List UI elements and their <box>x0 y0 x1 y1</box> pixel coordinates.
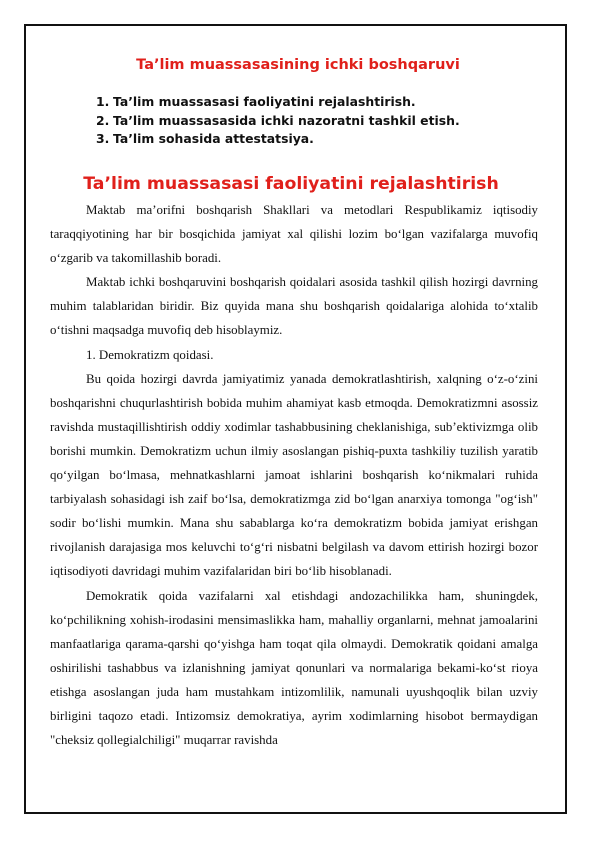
outline-number: 2. <box>96 112 110 128</box>
outline-item <box>96 112 460 131</box>
paragraph: Bu qoida hozirgi davrda jamiyatimiz yanada demokratlashtirish, xalqning o‘z-o‘zini boshqarishni chuqurlashtirish bobida muhim ahamiyat kasb etmoqda. Demokratizmni asossiz ravishda mustaqillishtirish oddiy xodimlar tashabbusining cheklanishiga, sub’ektivizmga olib borishi mumkin. Demokratizm uchun ilmiy asoslangan pishiq-puxta tashkiliy tuzilish yaratib qo‘yilgan bo‘lmasa, mehnatkashlarni jamoat ishlarini boshqarish ko‘nikmalari ruhida tarbiyalash sohasidagi ish zaif bo‘lsa, demokratizmga zid bo‘lgan anarxiya tomonga "og‘ish" sodir bo‘lishi mumkin. Mana shu sabablarga ko‘ra demokratizm bobida jamiyat erishgan rivojlanish darajasiga mos keluvchi to‘g‘ri nisbatni belgilash va davom ettirish hozirgi bozor iqtisodiyoti davridagi muhim vazifalaridan biri bo‘lib hisoblanadi. <box>50 371 538 579</box>
paragraph: Demokratik qoida vazifalarni xal etishdagi andozachilikka ham, shuningdek, ko‘pchilikning xohish-irodasini mensimaslikka ham, mahalliy organlarni, mehnat jamoalarini manfaatlariga qarama-qarshi qo‘yishga ham toqat qila olmaydi. Demokratik qoidani amalga oshirilishi tashabbus va izlanishning jamiyat qonunlari va normalariga bekami-ko‘st rioya etishga asoslangan juda ham mustahkam intizomlilik, namunali uyushqoqlik bilan uzviy birligini taqozo etadi. Intizomsiz demokratiya, ayrim xodimlarning hisobot bermaydigan "cheksiz qollegialchiligi" muqarrar ravishda <box>50 588 538 748</box>
outline-item <box>96 93 460 112</box>
outline-number: 1. <box>96 94 110 109</box>
outline-number: 3. <box>96 131 110 146</box>
document-title: Ta’lim muassasasining ichki boshqaruvi <box>136 57 460 73</box>
section-heading: Ta’lim muassasasi faoliyatini rejalashtirish <box>83 174 499 194</box>
paragraph: 1. Demokratizm qoidasi. <box>86 347 214 362</box>
paragraph: Maktab ma’orifni boshqarish Shakllari va metodlari Respublikamiz iqtisodiy taraqqiyotining har bir bosqichida jamiyat xal qilishi lozim bo‘lgan vazifalarga muvofiq o‘zgarib va takomillashib boradi. <box>50 203 538 266</box>
outline-text: Ta’lim muassasasida ichki nazoratni tashkil etish. <box>113 112 460 128</box>
outline-text: Ta’lim muassasasi faoliyatini rejalashtirish. <box>113 94 416 109</box>
paragraph: Maktab ichki boshqaruvini boshqarish qoidalari asosida tashkil qilish hozirgi davrning muhim talablaridan biridir. Biz quyida mana shu boshqarish qoidalariga alohida to‘xtalib o‘tishni maqsadga muvofiq deb hisoblaymiz. <box>50 275 538 338</box>
body-text <box>50 198 538 752</box>
topic-outline <box>96 93 460 149</box>
outline-text: Ta’lim sohasida attestatsiya. <box>113 131 314 146</box>
outline-item <box>96 130 460 149</box>
